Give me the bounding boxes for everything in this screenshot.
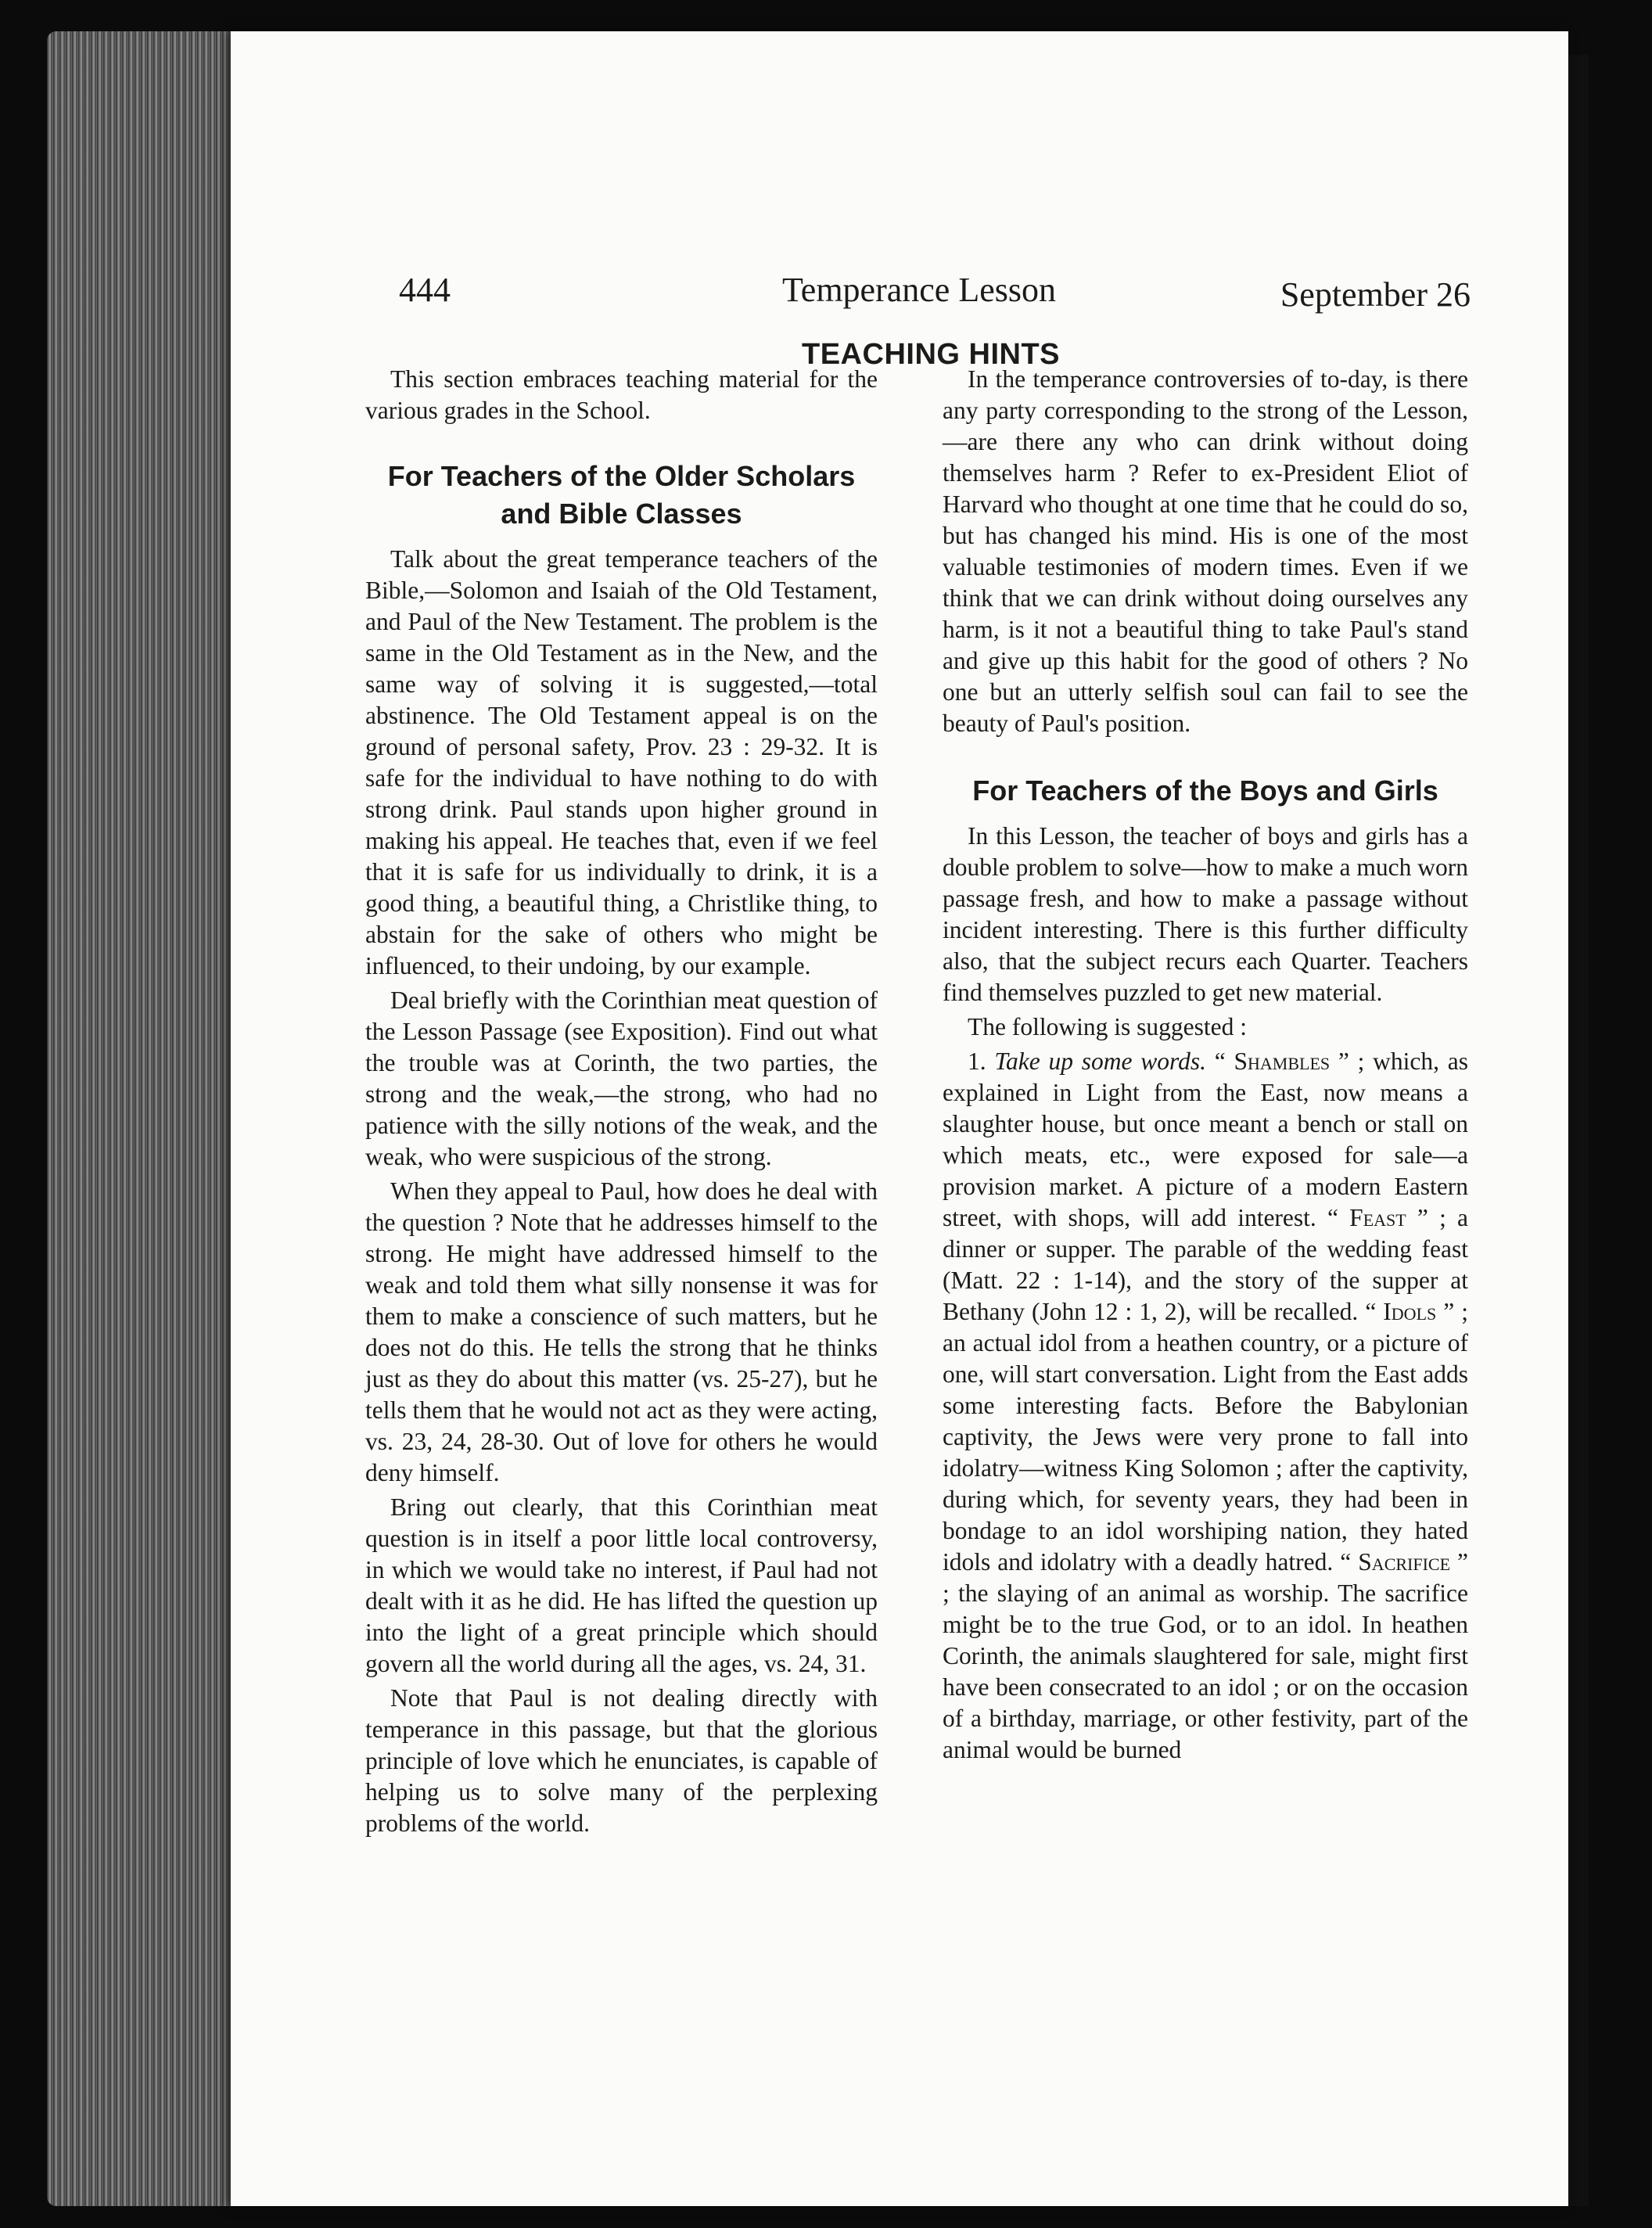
heading-boys-and-girls: For Teachers of the Boys and Girls xyxy=(972,774,1438,807)
paragraph: When they appeal to Paul, how does he deal with the question ? Note that he addresses himself to the strong. He might have addressed himself to the weak and told them what silly nonsense it was for them to make a conscience of such matters, but he does not do this. He tells the strong that he thinks just as they do about this matter (vs. 25-27), but he tells them that he would not act as they were acting, vs. 23, 24, 28-30. Out of love for others he would deny himself. xyxy=(365,1177,878,1486)
section-title: TEACHING HINTS xyxy=(802,338,1060,371)
book-page xyxy=(231,31,1568,2206)
paragraph: In the temperance controversies of to-day, is there any party corresponding to the strong of the Lesson,—are there any who can drink without doing themselves harm ? Refer to ex-President Eliot of Harvard who thought at one time that he could do so, but has changed his mind. His is one of the most valuable testimonies of modern times. Even if we think that we can drink without doing ourselves any harm, is it not a beautiful thing to take Paul's stand and give up this habit for the good of others ? No one but an utterly selfish soul can fail to see the beauty of Paul's position. xyxy=(943,365,1468,737)
paragraph: Talk about the great temperance teachers of the Bible,—Solomon and Isaiah of the Old Testament, and Paul of the New Testament. The problem is the same in the Old Testament as in the New, and the same way of solving it is suggested,—total abstinence. The Old Testament appeal is on the ground of personal safety, Prov. 23 : 29-32. It is safe for the individual to have nothing to do with strong drink. Paul stands upon higher ground in making his appeal. He teaches that, even if we feel that it is safe for us individually to drink, it is a good thing, a beautiful thing, a Christlike thing, to abstain for the sake of others who might be influenced, to their undoing, by our example. xyxy=(365,545,878,979)
paragraph: Deal briefly with the Corinthian meat question of the Lesson Passage (see Exposition). Find out what the trouble was at Corinth, the two parties, the strong and the weak,—the strong, who had no patience with the silly notions of the weak, and the weak, who were suspicious of the strong. xyxy=(365,986,878,1170)
item-lead: Take up some words. xyxy=(994,1048,1206,1075)
text-span: ; a dinner or supper. The parable of the wedding feast (Matt. 22 : 1-14), and the story of the supper at Bethany (John 12 : 1, 2), will be recalled. xyxy=(943,1204,1469,1325)
right-column xyxy=(943,364,1468,1766)
book-page-edges xyxy=(47,31,242,2206)
intro-paragraph: This section embraces teaching material for the various grades in the School. xyxy=(365,365,878,424)
lesson-date: September 26 xyxy=(1280,275,1471,314)
running-header xyxy=(231,270,1568,332)
numbered-paragraph xyxy=(943,1046,1468,1766)
page-number: 444 xyxy=(399,271,451,309)
word-idols: “ Idols ” xyxy=(1365,1298,1455,1325)
word-sacrifice: “ Sacrifice ” xyxy=(1340,1548,1469,1576)
left-column xyxy=(365,364,878,1839)
word-feast: “ Feast ” xyxy=(1327,1204,1428,1231)
text-span: ; an actual idol from a heathen country, or a picture of one, will start conversation. Light from the East adds some interesting facts. Before the Babylonian captivity, the Jews were very prone to fall into idolatry—witness King Solomon ; after the captivity, during which, for seventy years, they had been in bondage to an idol worshiping nation, they hated idols and idolatry with a deadly hatred. xyxy=(943,1298,1469,1576)
paragraph: The following is suggested : xyxy=(968,1013,1247,1040)
paragraph: Note that Paul is not dealing directly with temperance in this passage, but that the glorious principle of love which he enunciates, is capable of helping us to solve many of the perplexing problems of the world. xyxy=(365,1684,878,1837)
running-title: Temperance Lesson xyxy=(782,271,1056,309)
item-number: 1. xyxy=(968,1048,986,1075)
text-span: ; the slaying of an animal as worship. The sacrifice might be to the true God, or to an idol. In heathen Corinth, the animals slaughtered for sale, might first have been consecrated to an idol ; or on the occasion of a birthday, marriage, or other festivity, part of the animal would be burned xyxy=(943,1579,1468,1763)
paragraph: In this Lesson, the teacher of boys and girls has a double problem to solve—how to make a much worn passage fresh, and how to make a passage without incident interesting. There is this further difficulty also, that the subject recurs each Quarter. Teachers find themselves puzzled to get new material. xyxy=(943,822,1468,1006)
heading-older-scholars: For Teachers of the Older Scholars and Bible Classes xyxy=(387,460,856,530)
text-span: ; which, as explained in Light from the East, now means a slaughter house, but once meant a bench or stall on which meats, etc., were exposed for sale—a provision market. A picture of a modern Eastern street, with shops, will add interest. xyxy=(943,1048,1469,1231)
word-shambles: “ Shambles ” xyxy=(1214,1048,1349,1075)
paragraph: Bring out clearly, that this Corinthian meat question is in itself a poor little local controversy, in which we would take no interest, if Paul had not dealt with it as he did. He has lifted the question up into the light of a great principle which should govern all the world during all the ages, vs. 24, 31. xyxy=(365,1493,878,1677)
facing-page-edge xyxy=(1568,55,1589,2206)
